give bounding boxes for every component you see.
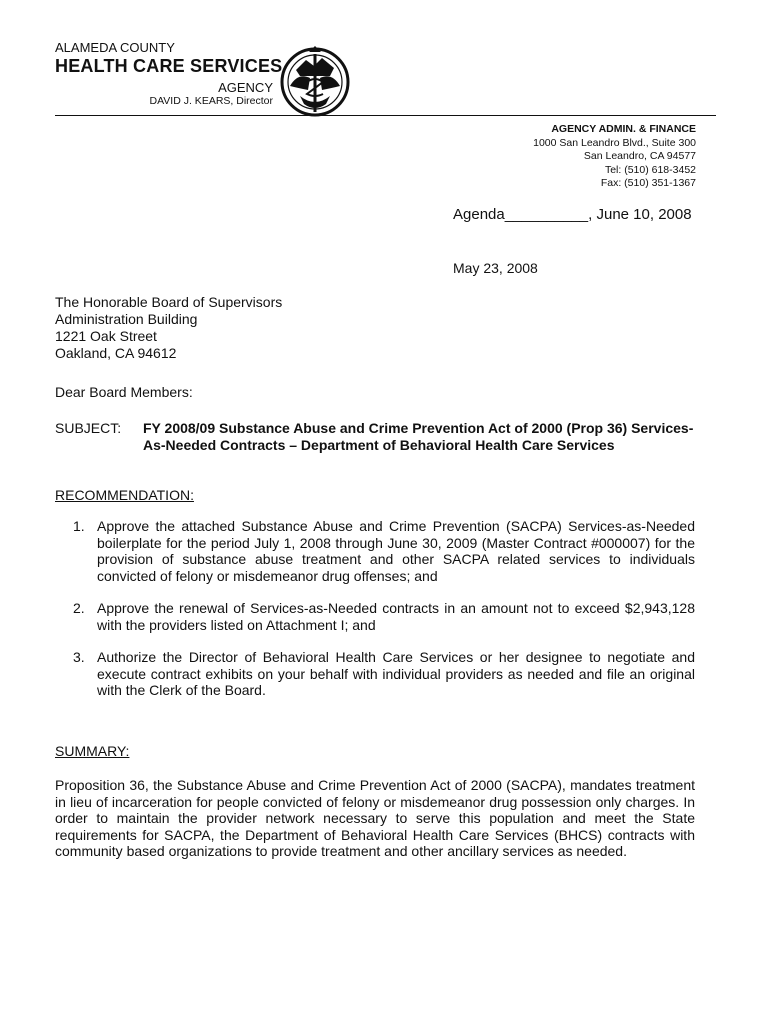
agency-name: HEALTH CARE SERVICES: [55, 56, 283, 76]
summary-heading: SUMMARY:: [55, 743, 130, 759]
salutation: Dear Board Members:: [55, 384, 193, 400]
department-fax: Fax: (510) 351-1367: [600, 177, 696, 189]
agency-word: AGENCY: [218, 80, 273, 95]
list-item-text: Approve the attached Substance Abuse and Crime Prevention (SACPA) Services-as-Needed boilerplate for the period July 1, 2008 through June 30, 2009 (Master Contract #000007) for the provision of substance abuse treatment and other SACPA related services to individuals convicted of felony or misdemeanor drug offenses; and: [97, 518, 695, 584]
list-item: [73, 600, 695, 633]
summary-text: Proposition 36, the Substance Abuse and Crime Prevention Act of 2000 (SACPA), mandates treatment in lieu of incarceration for people convicted of felony or misdemeanor drug possession only charges. In order to maintain the provider network necessary to serve this population and meet the State requirements for SACPA, the Department of Behavioral Health Care Services (BHCS) contracts with community based organizations to provide treatment and other ancillary services as needed.: [55, 777, 695, 859]
list-item-text: Authorize the Director of Behavioral Health Care Services or her designee to negotiate and execute contract exhibits on your behalf with individual providers as needed and file an original with the Clerk of the Board.: [97, 649, 695, 698]
recipient-line-2: Administration Building: [55, 311, 198, 327]
subject-text: FY 2008/09 Substance Abuse and Crime Prevention Act of 2000 (Prop 36) Services-As-Needed Contracts – Department of Behavioral Health Care Services: [143, 420, 694, 453]
department-phone: Tel: (510) 618-3452: [604, 163, 696, 176]
list-item-number: 1.: [73, 518, 85, 534]
list-item: [73, 518, 695, 584]
director-name: DAVID J. KEARS, Director: [149, 95, 273, 107]
list-item-text: Approve the renewal of Services-as-Needed contracts in an amount not to exceed $2,943,128 with the providers listed on Attachment I; and: [97, 600, 695, 633]
department-address-line-1: 1000 San Leandro Blvd., Suite 300: [533, 136, 696, 149]
department-address-block: [533, 123, 696, 191]
department-address-line-2: San Leandro, CA 94577: [583, 150, 696, 162]
agenda-line: Agenda__________, June 10, 2008: [453, 206, 692, 223]
recommendation-heading: RECOMMENDATION:: [55, 487, 194, 503]
recipient-line-1: The Honorable Board of Supervisors: [55, 294, 283, 310]
recipient-line-3: 1221 Oak Street: [55, 328, 157, 344]
department-title: AGENCY ADMIN. & FINANCE: [551, 123, 696, 135]
recipient-address: [55, 294, 282, 362]
agency-seal-logo: [276, 42, 354, 120]
list-item: [73, 649, 695, 699]
recipient-line-4: Oakland, CA 94612: [55, 345, 177, 361]
list-item-number: 3.: [73, 649, 85, 665]
recommendation-list: [73, 518, 695, 715]
letter-date: May 23, 2008: [453, 260, 538, 276]
list-item-number: 2.: [73, 600, 85, 616]
county-name: ALAMEDA COUNTY: [55, 40, 175, 55]
letterhead-divider: [55, 115, 716, 116]
subject-label: SUBJECT:: [55, 420, 122, 436]
